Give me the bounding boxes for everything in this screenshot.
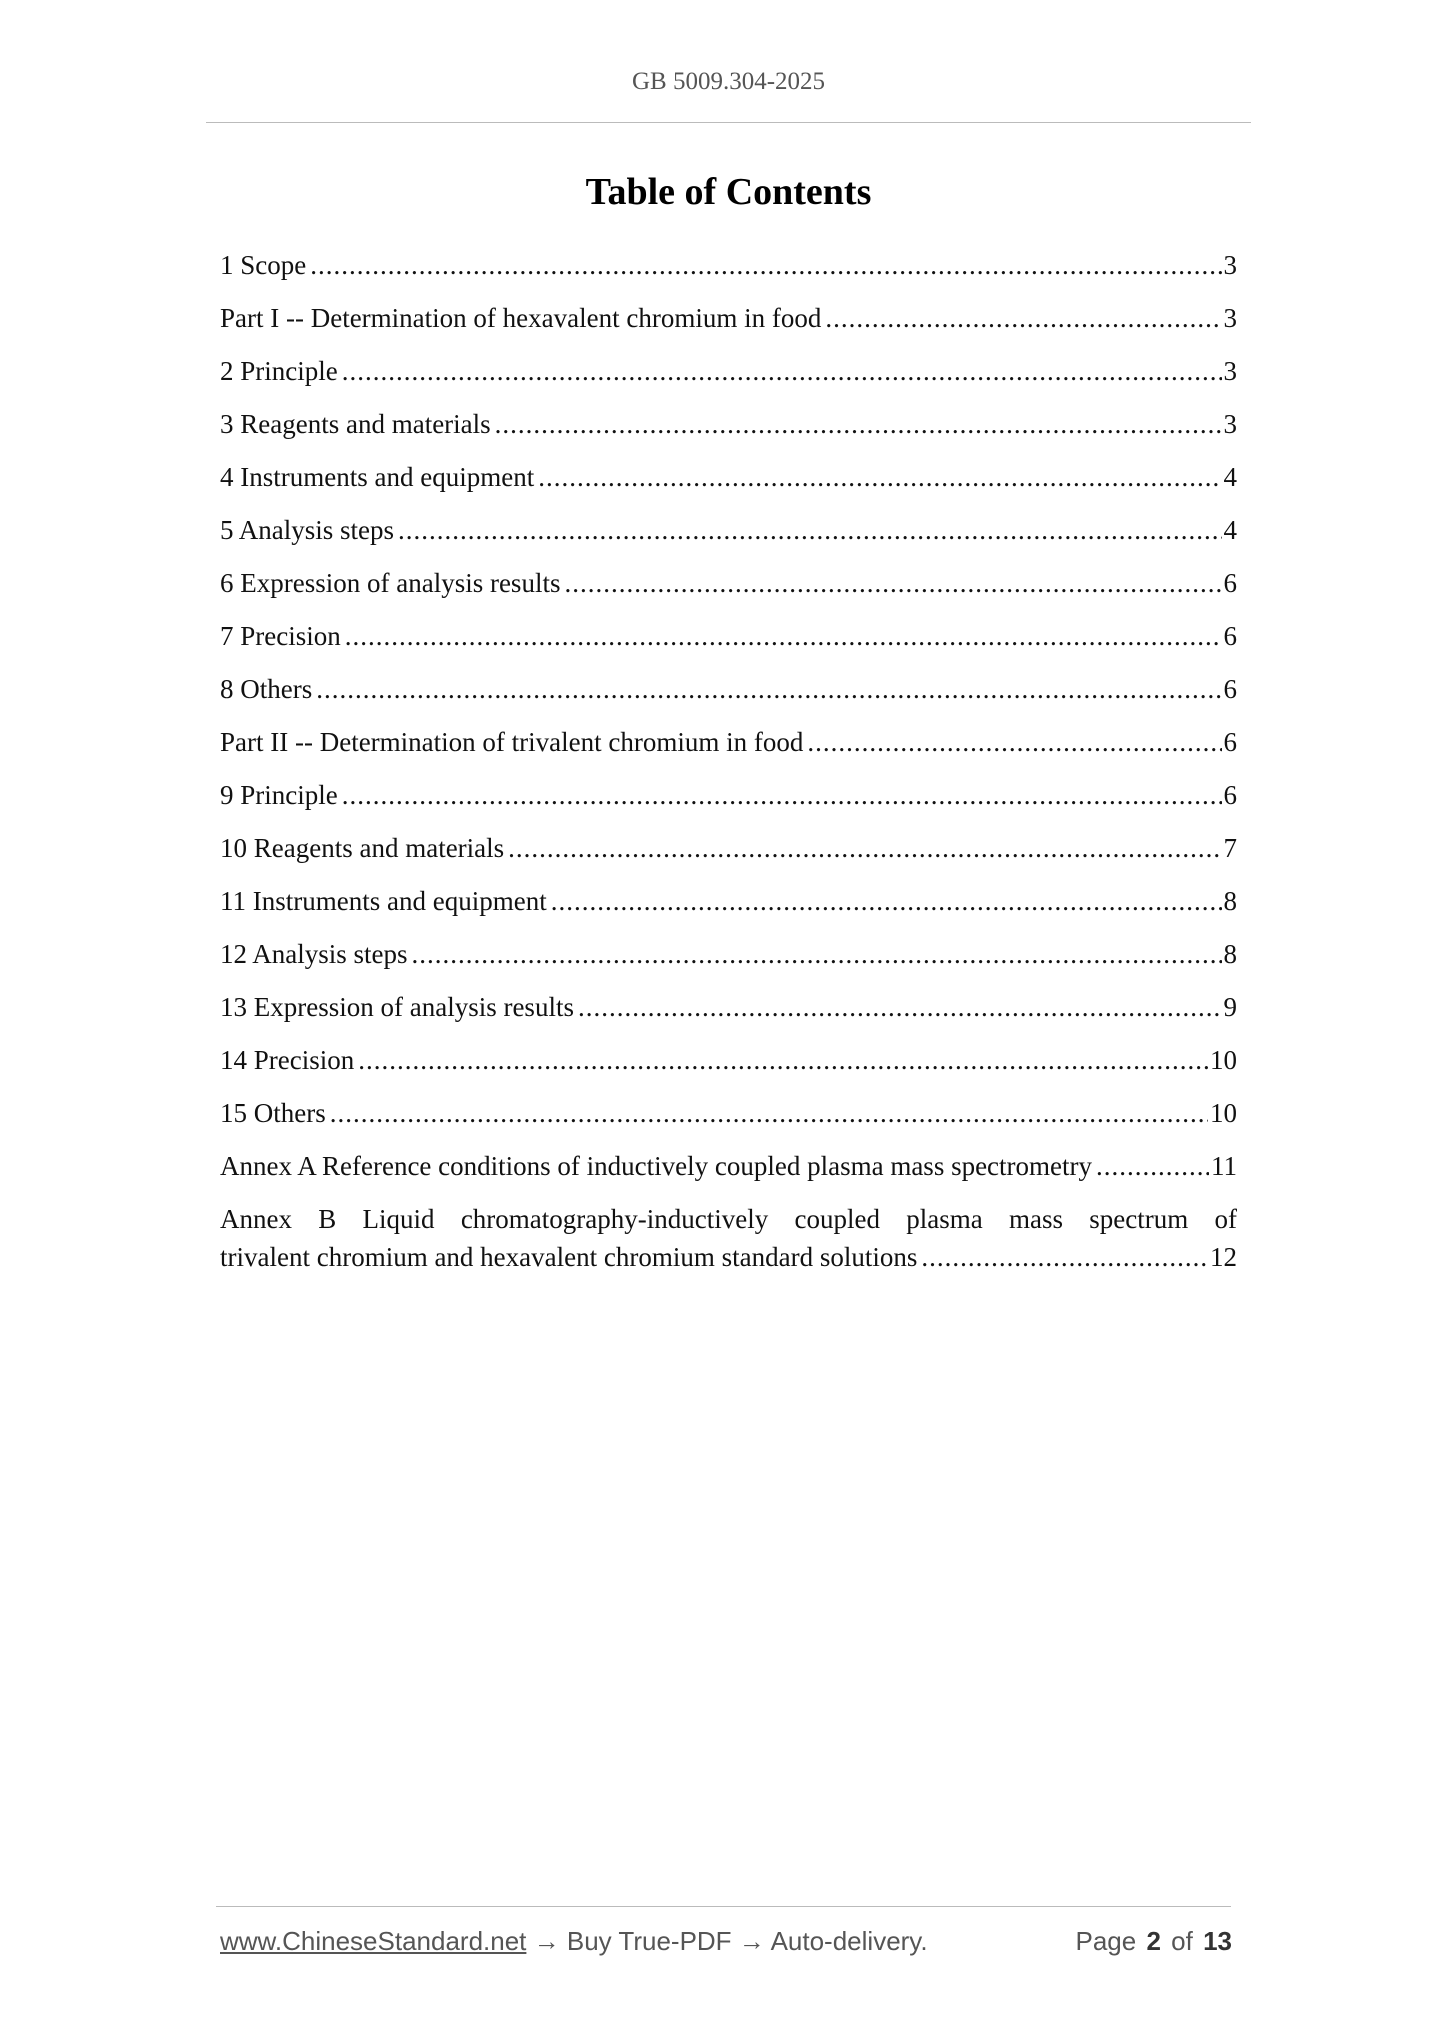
total-page-count: 13 [1203,1926,1232,1956]
toc-dot-leader [398,511,1221,549]
toc-entry-label: 14 Precision [220,1045,355,1075]
toc-entry-reagents-2[interactable] [220,829,1237,882]
toc-page-number: 12 [1210,1242,1237,1272]
toc-entry-principle-2[interactable] [220,776,1237,829]
toc-dot-leader [578,988,1222,1026]
toc-entry-instruments[interactable] [220,458,1237,511]
toc-entry-part-2[interactable] [220,723,1237,776]
toc-entry-label: 10 Reagents and materials [220,833,505,863]
toc-page-number: 4 [1223,515,1237,545]
toc-dot-leader [564,564,1221,602]
toc-entry-scope[interactable] [220,246,1237,299]
toc-entry-label: 7 Precision [220,621,341,651]
toc-dot-leader [508,829,1221,867]
toc-entry-instruments-2[interactable] [220,882,1237,935]
toc-page-number: 6 [1223,674,1237,704]
toc-dot-leader [1096,1147,1209,1185]
toc-entry-label: 5 Analysis steps [220,515,395,545]
toc-entry-annex-a[interactable] [220,1147,1237,1200]
toc-page-number: 10 [1210,1098,1237,1128]
document-code-header: GB 5009.304-2025 [631,68,826,95]
toc-entry-label: 8 Others [220,674,313,704]
page-indicator [1072,1926,1232,1957]
toc-page-number: 7 [1223,833,1237,863]
toc-dot-leader [807,723,1221,761]
toc-page-number: 8 [1223,886,1237,916]
toc-page-number: 9 [1223,992,1237,1022]
toc-entry-others[interactable] [220,670,1237,723]
toc-entry-part-1[interactable] [220,299,1237,352]
toc-page-number: 3 [1223,356,1237,386]
toc-entry-label: 15 Others [220,1098,326,1128]
toc-dot-leader [330,1094,1208,1132]
toc-dot-leader [316,670,1221,708]
toc-page-number: 11 [1211,1151,1237,1181]
toc-entry-label: Annex A Reference conditions of inductively coupled plasma mass spectrometry [220,1151,1093,1181]
toc-dot-leader [412,935,1222,973]
toc-entry-analysis-steps[interactable] [220,511,1237,564]
toc-entry-label: Part I -- Determination of hexavalent chromium in food [220,303,822,333]
toc-page-number: 3 [1223,409,1237,439]
toc-dot-leader [310,246,1221,284]
toc-entry-reagents[interactable] [220,405,1237,458]
toc-page-number: 6 [1223,621,1237,651]
toc-page-number: 10 [1210,1045,1237,1075]
toc-entry-expression-2[interactable] [220,988,1237,1041]
toc-entry-label: 2 Principle [220,356,338,386]
page-word: Page [1075,1926,1137,1956]
toc-dot-leader [342,352,1222,390]
toc-entry-label: 9 Principle [220,780,338,810]
of-word: of [1171,1926,1193,1956]
toc-dot-leader [551,882,1222,920]
header-divider [206,122,1251,123]
toc-entry-precision-2[interactable] [220,1041,1237,1094]
toc-entry-label: 4 Instruments and equipment [220,462,535,492]
toc-entry-label: 12 Analysis steps [220,939,408,969]
current-page-number: 2 [1146,1926,1161,1956]
toc-entry-line2 [220,1238,1237,1276]
toc-entry-others-2[interactable] [220,1094,1237,1147]
toc-entry-precision[interactable] [220,617,1237,670]
toc-page-number: 3 [1223,250,1237,280]
toc-page-number: 8 [1223,939,1237,969]
toc-dot-leader [342,776,1222,814]
toc-entry-label: 11 Instruments and equipment [220,886,547,916]
toc-entry-expression[interactable] [220,564,1237,617]
toc-entry-principle[interactable] [220,352,1237,405]
footer-divider [216,1906,1231,1907]
toc-entry-label-line1: Annex B Liquid chromatography-inductively coupled plasma mass spectrum of [220,1204,1237,1234]
footer-promo [220,1926,928,1957]
toc-entry-label: 1 Scope [220,250,307,280]
toc-page-number: 6 [1223,780,1237,810]
toc-entry-analysis-steps-2[interactable] [220,935,1237,988]
toc-dot-leader [358,1041,1208,1079]
page-title: Table of Contents [585,171,872,213]
toc-dot-leader [538,458,1221,496]
footer-tagline: → Buy True-PDF → Auto-delivery. [526,1926,928,1956]
table-of-contents [220,246,1237,1276]
toc-entry-annex-b[interactable] [220,1200,1237,1276]
toc-entry-label-line2: trivalent chromium and hexavalent chromium standard solutions [220,1242,918,1272]
toc-page-number: 6 [1223,568,1237,598]
toc-entry-label: 13 Expression of analysis results [220,992,574,1022]
toc-dot-leader [825,299,1221,337]
toc-entry-label: 3 Reagents and materials [220,409,491,439]
toc-dot-leader [345,617,1222,655]
toc-dot-leader [495,405,1222,443]
toc-page-number: 3 [1223,303,1237,333]
toc-entry-label: Part II -- Determination of trivalent chromium in food [220,727,804,757]
website-link[interactable]: www.ChineseStandard.net [220,1926,527,1956]
toc-dot-leader [921,1238,1208,1276]
toc-page-number: 6 [1223,727,1237,757]
toc-entry-label: 6 Expression of analysis results [220,568,561,598]
toc-page-number: 4 [1223,462,1237,492]
page-footer [220,1926,1232,1957]
